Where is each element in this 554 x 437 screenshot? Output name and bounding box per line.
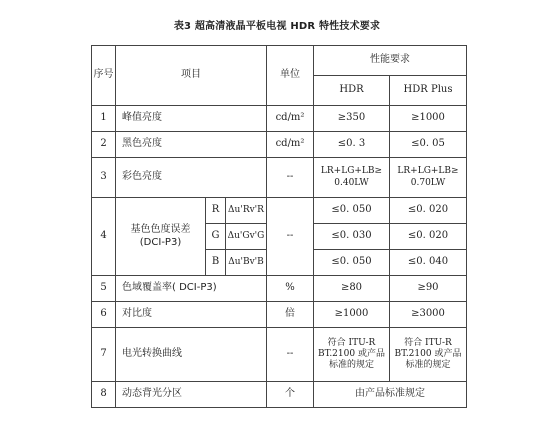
row-hdr-value: ≥350 <box>314 106 390 132</box>
header-performance: 性能要求 <box>314 46 467 76</box>
row-hdr-plus-value: ≤0. 040 <box>390 250 467 276</box>
table-row <box>92 158 467 198</box>
row-hdr-plus-value: ≥1000 <box>390 106 467 132</box>
channel-label: B <box>206 250 226 276</box>
spec-table <box>91 45 467 408</box>
row-number: 2 <box>92 132 116 158</box>
table-row <box>92 302 467 328</box>
row-shared-value: 由产品标准规定 <box>314 382 467 408</box>
row-hdr-value: ≤0. 3 <box>314 132 390 158</box>
row-number: 5 <box>92 276 116 302</box>
table-row <box>92 276 467 302</box>
table-row <box>92 198 467 224</box>
row-number: 4 <box>92 198 116 276</box>
channel-label: G <box>206 224 226 250</box>
row-hdr-value: LR+LG+LB≥ 0.40LW <box>314 158 390 198</box>
row-hdr-plus-value: ≤0. 05 <box>390 132 467 158</box>
delta-symbol: Δu'Bv'B <box>226 250 267 276</box>
row-unit: cd/m² <box>267 132 314 158</box>
row-unit: -- <box>267 158 314 198</box>
header-row-1 <box>92 46 467 76</box>
row-unit: cd/m² <box>267 106 314 132</box>
header-hdr-plus: HDR Plus <box>390 76 467 106</box>
row-unit: 个 <box>267 382 314 408</box>
table-caption: 表3 超高清液晶平板电视 HDR 特性技术要求 <box>173 21 381 32</box>
row-number: 8 <box>92 382 116 408</box>
delta-symbol: Δu'Gv'G <box>226 224 267 250</box>
header-hdr: HDR <box>314 76 390 106</box>
channel-label: R <box>206 198 226 224</box>
row-hdr-plus-value: LR+LG+LB≥ 0.70LW <box>390 158 467 198</box>
row-item: 黑色亮度 <box>116 132 267 158</box>
header-seq: 序号 <box>92 46 116 106</box>
table-row <box>92 382 467 408</box>
row-hdr-plus-value: ≤0. 020 <box>390 198 467 224</box>
table-row <box>92 106 467 132</box>
row-hdr-value: ≥80 <box>314 276 390 302</box>
header-item: 项目 <box>116 46 267 106</box>
row-hdr-plus-value: ≤0. 020 <box>390 224 467 250</box>
row-hdr-value: ≤0. 030 <box>314 224 390 250</box>
row-unit: 倍 <box>267 302 314 328</box>
row-hdr-value: ≤0. 050 <box>314 198 390 224</box>
row-hdr-plus-value: ≥90 <box>390 276 467 302</box>
row-number: 3 <box>92 158 116 198</box>
row-item: 峰值亮度 <box>116 106 267 132</box>
row-item: 动态背光分区 <box>116 382 267 408</box>
row-item: 色域覆盖率( DCI-P3) <box>116 276 267 302</box>
row-hdr-value: ≥1000 <box>314 302 390 328</box>
row-number: 1 <box>92 106 116 132</box>
table-row <box>92 132 467 158</box>
row-number: 6 <box>92 302 116 328</box>
row-unit: -- <box>267 328 314 382</box>
row-item: 彩色亮度 <box>116 158 267 198</box>
header-unit: 单位 <box>267 46 314 106</box>
row-hdr-plus-value: ≥3000 <box>390 302 467 328</box>
table-row <box>92 328 467 382</box>
row-item: 对比度 <box>116 302 267 328</box>
row-hdr-value: 符合 ITU-R BT.2100 或产品 标准的规定 <box>314 328 390 382</box>
row-hdr-plus-value: 符合 ITU-R BT.2100 或产品 标准的规定 <box>390 328 467 382</box>
row-unit: % <box>267 276 314 302</box>
row-number: 7 <box>92 328 116 382</box>
row-item: 基色色度误差 (DCI-P3) <box>116 198 206 276</box>
row-hdr-value: ≤0. 050 <box>314 250 390 276</box>
row-unit: -- <box>267 198 314 276</box>
row-item: 电光转换曲线 <box>116 328 267 382</box>
delta-symbol: Δu'Rv'R <box>226 198 267 224</box>
